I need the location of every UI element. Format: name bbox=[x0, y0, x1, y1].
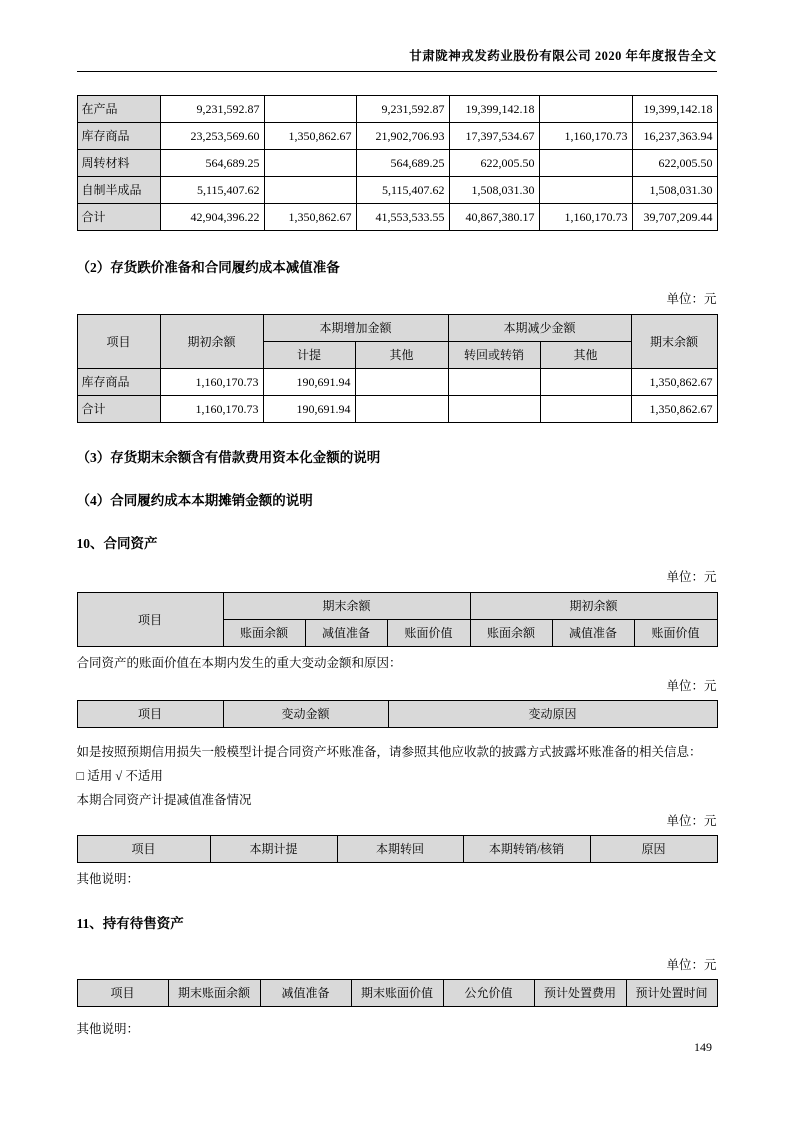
table-cell bbox=[448, 369, 540, 396]
row-label: 库存商品 bbox=[77, 123, 160, 150]
unit-label: 单位：元 bbox=[666, 570, 717, 584]
table-cell: 5,115,407.62 bbox=[356, 177, 449, 204]
column-header-group: 期初余额 bbox=[470, 593, 717, 620]
row-label: 周转材料 bbox=[77, 150, 160, 177]
other-note-label: 其他说明： bbox=[76, 872, 140, 886]
page-number: 149 bbox=[694, 1040, 712, 1054]
column-header: 账面价值 bbox=[634, 620, 717, 647]
unit-label: 单位：元 bbox=[666, 958, 717, 972]
table-cell bbox=[540, 369, 631, 396]
column-header: 计提 bbox=[263, 342, 355, 369]
column-header: 其他 bbox=[540, 342, 631, 369]
inventory-table bbox=[77, 95, 718, 231]
section-heading-4: （4）合同履约成本本期摊销金额的说明 bbox=[76, 493, 313, 508]
paragraph-provision-status: 本期合同资产计提减值准备情况 bbox=[76, 793, 252, 807]
column-header: 项目 bbox=[77, 593, 223, 647]
column-header: 本期转销/核销 bbox=[463, 836, 590, 863]
table-header-row bbox=[77, 701, 717, 728]
table-row bbox=[77, 123, 717, 150]
table-row-total bbox=[77, 396, 717, 423]
table-cell: 1,160,170.73 bbox=[160, 396, 263, 423]
table-cell bbox=[539, 150, 632, 177]
table-cell bbox=[264, 177, 356, 204]
inventory-provision-table bbox=[77, 314, 718, 423]
column-header: 项目 bbox=[77, 315, 160, 369]
table-row bbox=[77, 369, 717, 396]
row-label: 在产品 bbox=[77, 96, 160, 123]
applicability-line bbox=[77, 768, 717, 784]
column-header: 项目 bbox=[77, 836, 210, 863]
table-cell bbox=[448, 396, 540, 423]
table-cell: 9,231,592.87 bbox=[356, 96, 449, 123]
column-header: 账面价值 bbox=[387, 620, 470, 647]
table-cell: 1,160,170.73 bbox=[539, 204, 632, 231]
table-header-row bbox=[77, 315, 717, 342]
column-header-group: 期末余额 bbox=[223, 593, 470, 620]
column-header: 项目 bbox=[77, 701, 223, 728]
held-for-sale-table bbox=[77, 979, 718, 1007]
table-cell: 41,553,533.55 bbox=[356, 204, 449, 231]
unit-label: 单位：元 bbox=[666, 814, 717, 828]
table-cell: 622,005.50 bbox=[449, 150, 539, 177]
table-cell: 16,237,363.94 bbox=[632, 123, 717, 150]
column-header: 期末账面价值 bbox=[351, 980, 443, 1007]
column-header: 变动金额 bbox=[223, 701, 388, 728]
table-cell bbox=[264, 96, 356, 123]
unit-label: 单位：元 bbox=[666, 679, 717, 693]
applicable-label: 适用 bbox=[87, 769, 113, 783]
table-cell: 39,707,209.44 bbox=[632, 204, 717, 231]
table-cell bbox=[355, 396, 448, 423]
section-heading-3: （3）存货期末余额含有借款费用资本化金额的说明 bbox=[76, 450, 381, 465]
table-cell: 1,160,170.73 bbox=[539, 123, 632, 150]
row-label: 合计 bbox=[77, 204, 160, 231]
table-cell: 190,691.94 bbox=[263, 369, 355, 396]
table-cell: 1,160,170.73 bbox=[160, 369, 263, 396]
column-header: 公允价值 bbox=[443, 980, 534, 1007]
table-cell: 42,904,396.22 bbox=[160, 204, 264, 231]
column-header: 预计处置费用 bbox=[534, 980, 626, 1007]
column-header: 账面余额 bbox=[223, 620, 305, 647]
table-cell bbox=[355, 369, 448, 396]
column-header-group: 本期减少金额 bbox=[448, 315, 631, 342]
table-cell bbox=[539, 177, 632, 204]
column-header: 预计处置时间 bbox=[626, 980, 717, 1007]
column-header: 本期计提 bbox=[210, 836, 337, 863]
column-header: 其他 bbox=[355, 342, 448, 369]
table-cell: 190,691.94 bbox=[263, 396, 355, 423]
table-cell: 21,902,706.93 bbox=[356, 123, 449, 150]
row-label: 自制半成品 bbox=[77, 177, 160, 204]
table-cell: 1,350,862.67 bbox=[264, 123, 356, 150]
check-icon: √ bbox=[115, 769, 123, 783]
contract-asset-table bbox=[77, 592, 718, 647]
table-header-row bbox=[77, 980, 717, 1007]
not-applicable-label: 不适用 bbox=[125, 769, 163, 783]
column-header: 转回或转销 bbox=[448, 342, 540, 369]
table-cell: 19,399,142.18 bbox=[449, 96, 539, 123]
column-header: 期末账面余额 bbox=[168, 980, 260, 1007]
table-row bbox=[77, 96, 717, 123]
table-row bbox=[77, 177, 717, 204]
table-cell: 23,253,569.60 bbox=[160, 123, 264, 150]
column-header-group: 本期增加金额 bbox=[263, 315, 448, 342]
table-cell bbox=[264, 150, 356, 177]
row-label: 合计 bbox=[77, 396, 160, 423]
table-cell: 9,231,592.87 bbox=[160, 96, 264, 123]
section-heading-10: 10、合同资产 bbox=[76, 536, 158, 551]
column-header: 原因 bbox=[590, 836, 717, 863]
paragraph-ecl-note: 如是按照预期信用损失一般模型计提合同资产坏账准备，请参照其他应收款的披露方式披露坏账准备的相关信息： bbox=[76, 745, 702, 759]
column-header: 期末余额 bbox=[631, 315, 717, 369]
table-header-row bbox=[77, 593, 717, 620]
current-provision-table bbox=[77, 835, 718, 863]
contract-asset-change-table bbox=[77, 700, 718, 728]
table-cell: 564,689.25 bbox=[356, 150, 449, 177]
other-note-label: 其他说明： bbox=[76, 1022, 140, 1036]
table-cell bbox=[540, 396, 631, 423]
table-cell: 17,397,534.67 bbox=[449, 123, 539, 150]
column-header: 项目 bbox=[77, 980, 168, 1007]
column-header: 减值准备 bbox=[260, 980, 351, 1007]
column-header: 本期转回 bbox=[337, 836, 463, 863]
table-cell: 622,005.50 bbox=[632, 150, 717, 177]
table-cell: 1,350,862.67 bbox=[631, 369, 717, 396]
table-cell: 40,867,380.17 bbox=[449, 204, 539, 231]
section-heading-11: 11、持有待售资产 bbox=[76, 916, 184, 931]
unit-label: 单位：元 bbox=[666, 292, 717, 306]
column-header: 账面余额 bbox=[470, 620, 552, 647]
table-cell: 19,399,142.18 bbox=[632, 96, 717, 123]
section-heading-2: （2）存货跌价准备和合同履约成本减值准备 bbox=[76, 260, 340, 275]
column-header: 减值准备 bbox=[305, 620, 387, 647]
table-cell: 5,115,407.62 bbox=[160, 177, 264, 204]
column-header: 期初余额 bbox=[160, 315, 263, 369]
table-cell: 1,350,862.67 bbox=[264, 204, 356, 231]
paragraph-change-intro: 合同资产的账面价值在本期内发生的重大变动金额和原因： bbox=[76, 656, 402, 670]
table-cell: 1,508,031.30 bbox=[449, 177, 539, 204]
table-cell: 564,689.25 bbox=[160, 150, 264, 177]
table-cell bbox=[539, 96, 632, 123]
column-header: 减值准备 bbox=[552, 620, 634, 647]
checkbox-unchecked-icon: □ bbox=[76, 769, 85, 783]
document-header-title: 甘肃陇神戎发药业股份有限公司 2020 年年度报告全文 bbox=[77, 0, 717, 72]
table-cell: 1,350,862.67 bbox=[631, 396, 717, 423]
table-row-total bbox=[77, 204, 717, 231]
column-header: 变动原因 bbox=[388, 701, 717, 728]
row-label: 库存商品 bbox=[77, 369, 160, 396]
table-cell: 1,508,031.30 bbox=[632, 177, 717, 204]
table-row bbox=[77, 150, 717, 177]
table-header-row bbox=[77, 836, 717, 863]
